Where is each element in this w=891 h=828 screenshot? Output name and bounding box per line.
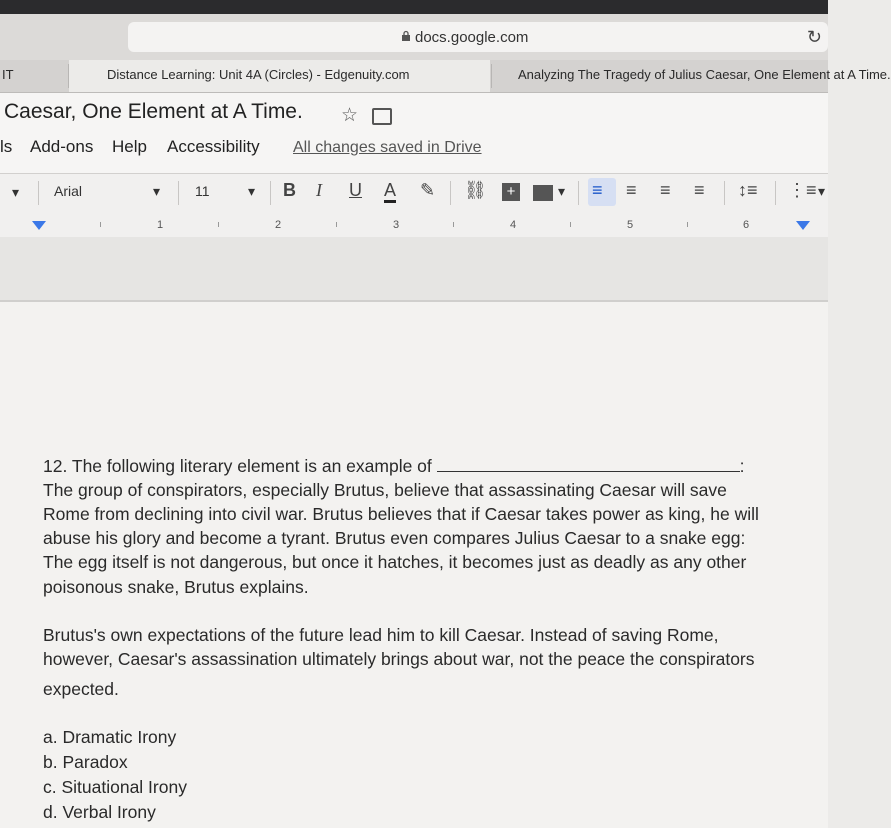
- image-dropdown-icon[interactable]: ▾: [558, 183, 566, 199]
- paragraph-line: poisonous snake, Brutus explains.: [43, 577, 309, 597]
- ruler-number: 2: [275, 219, 282, 231]
- menu-addons[interactable]: Add-ons: [30, 137, 94, 156]
- highlight-icon[interactable]: ✎: [420, 180, 436, 200]
- paragraph-line: expected.: [43, 679, 119, 699]
- toolbar-divider: [775, 181, 776, 205]
- toolbar-divider: [38, 181, 39, 205]
- move-to-folder-icon[interactable]: [372, 108, 392, 125]
- answer-option-d: d. Verbal Irony: [43, 802, 156, 822]
- ruler-number: 5: [627, 219, 634, 231]
- paragraph-line: Brutus's own expectations of the future lead him to kill Caesar. Instead of saving Rome,: [43, 625, 719, 645]
- align-right-icon[interactable]: ≡: [660, 180, 671, 200]
- toolbar-divider: [450, 181, 451, 205]
- answer-option-a: a. Dramatic Irony: [43, 727, 177, 747]
- answer-option-b: b. Paradox: [43, 752, 128, 772]
- ruler-number: 6: [743, 219, 750, 231]
- url-text[interactable]: docs.google.com: [415, 29, 529, 46]
- justify-icon[interactable]: ≡: [694, 180, 705, 200]
- right-indent-marker[interactable]: [796, 221, 810, 230]
- document-title[interactable]: Caesar, One Element at A Time.: [4, 100, 303, 123]
- paragraph-line: however, Caesar's assassination ultimately brings about war, not the peace the conspirators: [43, 649, 755, 669]
- font-select[interactable]: Arial: [54, 183, 83, 199]
- toolbar-divider: [578, 181, 579, 205]
- image-icon[interactable]: [533, 185, 553, 201]
- ruler-tick: [100, 222, 101, 227]
- window-edge: [0, 0, 828, 14]
- paragraph-line: The egg itself is not dangerous, but once it hatches, it becomes just as deadly as any other: [43, 552, 747, 572]
- toolbar-divider: [270, 181, 271, 205]
- menu-help[interactable]: Help: [112, 137, 147, 156]
- italic-button[interactable]: I: [316, 180, 322, 200]
- menu-tools[interactable]: ls: [0, 137, 13, 156]
- line-spacing-icon[interactable]: ↕≡: [738, 180, 758, 200]
- lock-icon: [401, 31, 411, 41]
- question-line: [43, 454, 745, 478]
- question-suffix: :: [739, 456, 745, 476]
- toolbar-divider: [724, 181, 725, 205]
- tab-1[interactable]: IT: [2, 67, 14, 82]
- ruler-tick: [218, 222, 219, 227]
- menu-accessibility[interactable]: Accessibility: [167, 137, 260, 156]
- ruler-number: 1: [157, 219, 164, 231]
- answer-blank[interactable]: [437, 457, 740, 472]
- left-indent-marker[interactable]: [32, 221, 46, 230]
- paragraph-line: abuse his glory and become a tyrant. Brutus even compares Julius Caesar to a snake egg:: [43, 528, 746, 548]
- toolbar-divider: [178, 181, 179, 205]
- ruler: [0, 213, 828, 238]
- ruler-tick: [336, 222, 337, 227]
- ruler-number: 3: [393, 219, 400, 231]
- tab-edgenuity[interactable]: Distance Learning: Unit 4A (Circles) - Edgenuity.com: [69, 60, 490, 92]
- numbered-list-icon[interactable]: ⋮≡: [788, 180, 817, 200]
- bold-button[interactable]: B: [283, 180, 296, 200]
- add-comment-icon[interactable]: +: [502, 183, 520, 201]
- answer-option-c: c. Situational Irony: [43, 777, 187, 797]
- font-size-dropdown-icon[interactable]: ▾: [248, 183, 256, 199]
- list-dropdown-icon[interactable]: ▾: [818, 183, 826, 199]
- text-color-button[interactable]: A: [384, 180, 396, 203]
- font-size-select[interactable]: 11: [195, 183, 210, 199]
- align-left-icon[interactable]: ≡: [592, 180, 603, 200]
- ruler-tick: [453, 222, 454, 227]
- reload-icon[interactable]: ↻: [806, 27, 822, 47]
- paragraph-line: The group of conspirators, especially Brutus, believe that assassinating Caesar will save: [43, 480, 727, 500]
- dropdown-arrow-icon[interactable]: ▾: [12, 184, 20, 200]
- align-center-icon[interactable]: ≡: [626, 180, 637, 200]
- ruler-tick: [570, 222, 571, 227]
- save-status-link[interactable]: All changes saved in Drive: [293, 139, 482, 156]
- star-icon[interactable]: ☆: [341, 105, 359, 126]
- link-icon[interactable]: ⛓: [464, 180, 487, 200]
- paragraph-line: Rome from declining into civil war. Brutus believes that if Caesar takes power as king, he will: [43, 504, 759, 524]
- underline-button[interactable]: U: [349, 180, 362, 200]
- ruler-number: 4: [510, 219, 517, 231]
- question-prefix: 12. The following literary element is an example of: [43, 456, 432, 476]
- tab-analyzing[interactable]: Analyzing The Tragedy of Julius Caesar, One Element at A Time.: [518, 67, 891, 82]
- font-dropdown-icon[interactable]: ▾: [153, 183, 161, 199]
- ruler-tick: [687, 222, 688, 227]
